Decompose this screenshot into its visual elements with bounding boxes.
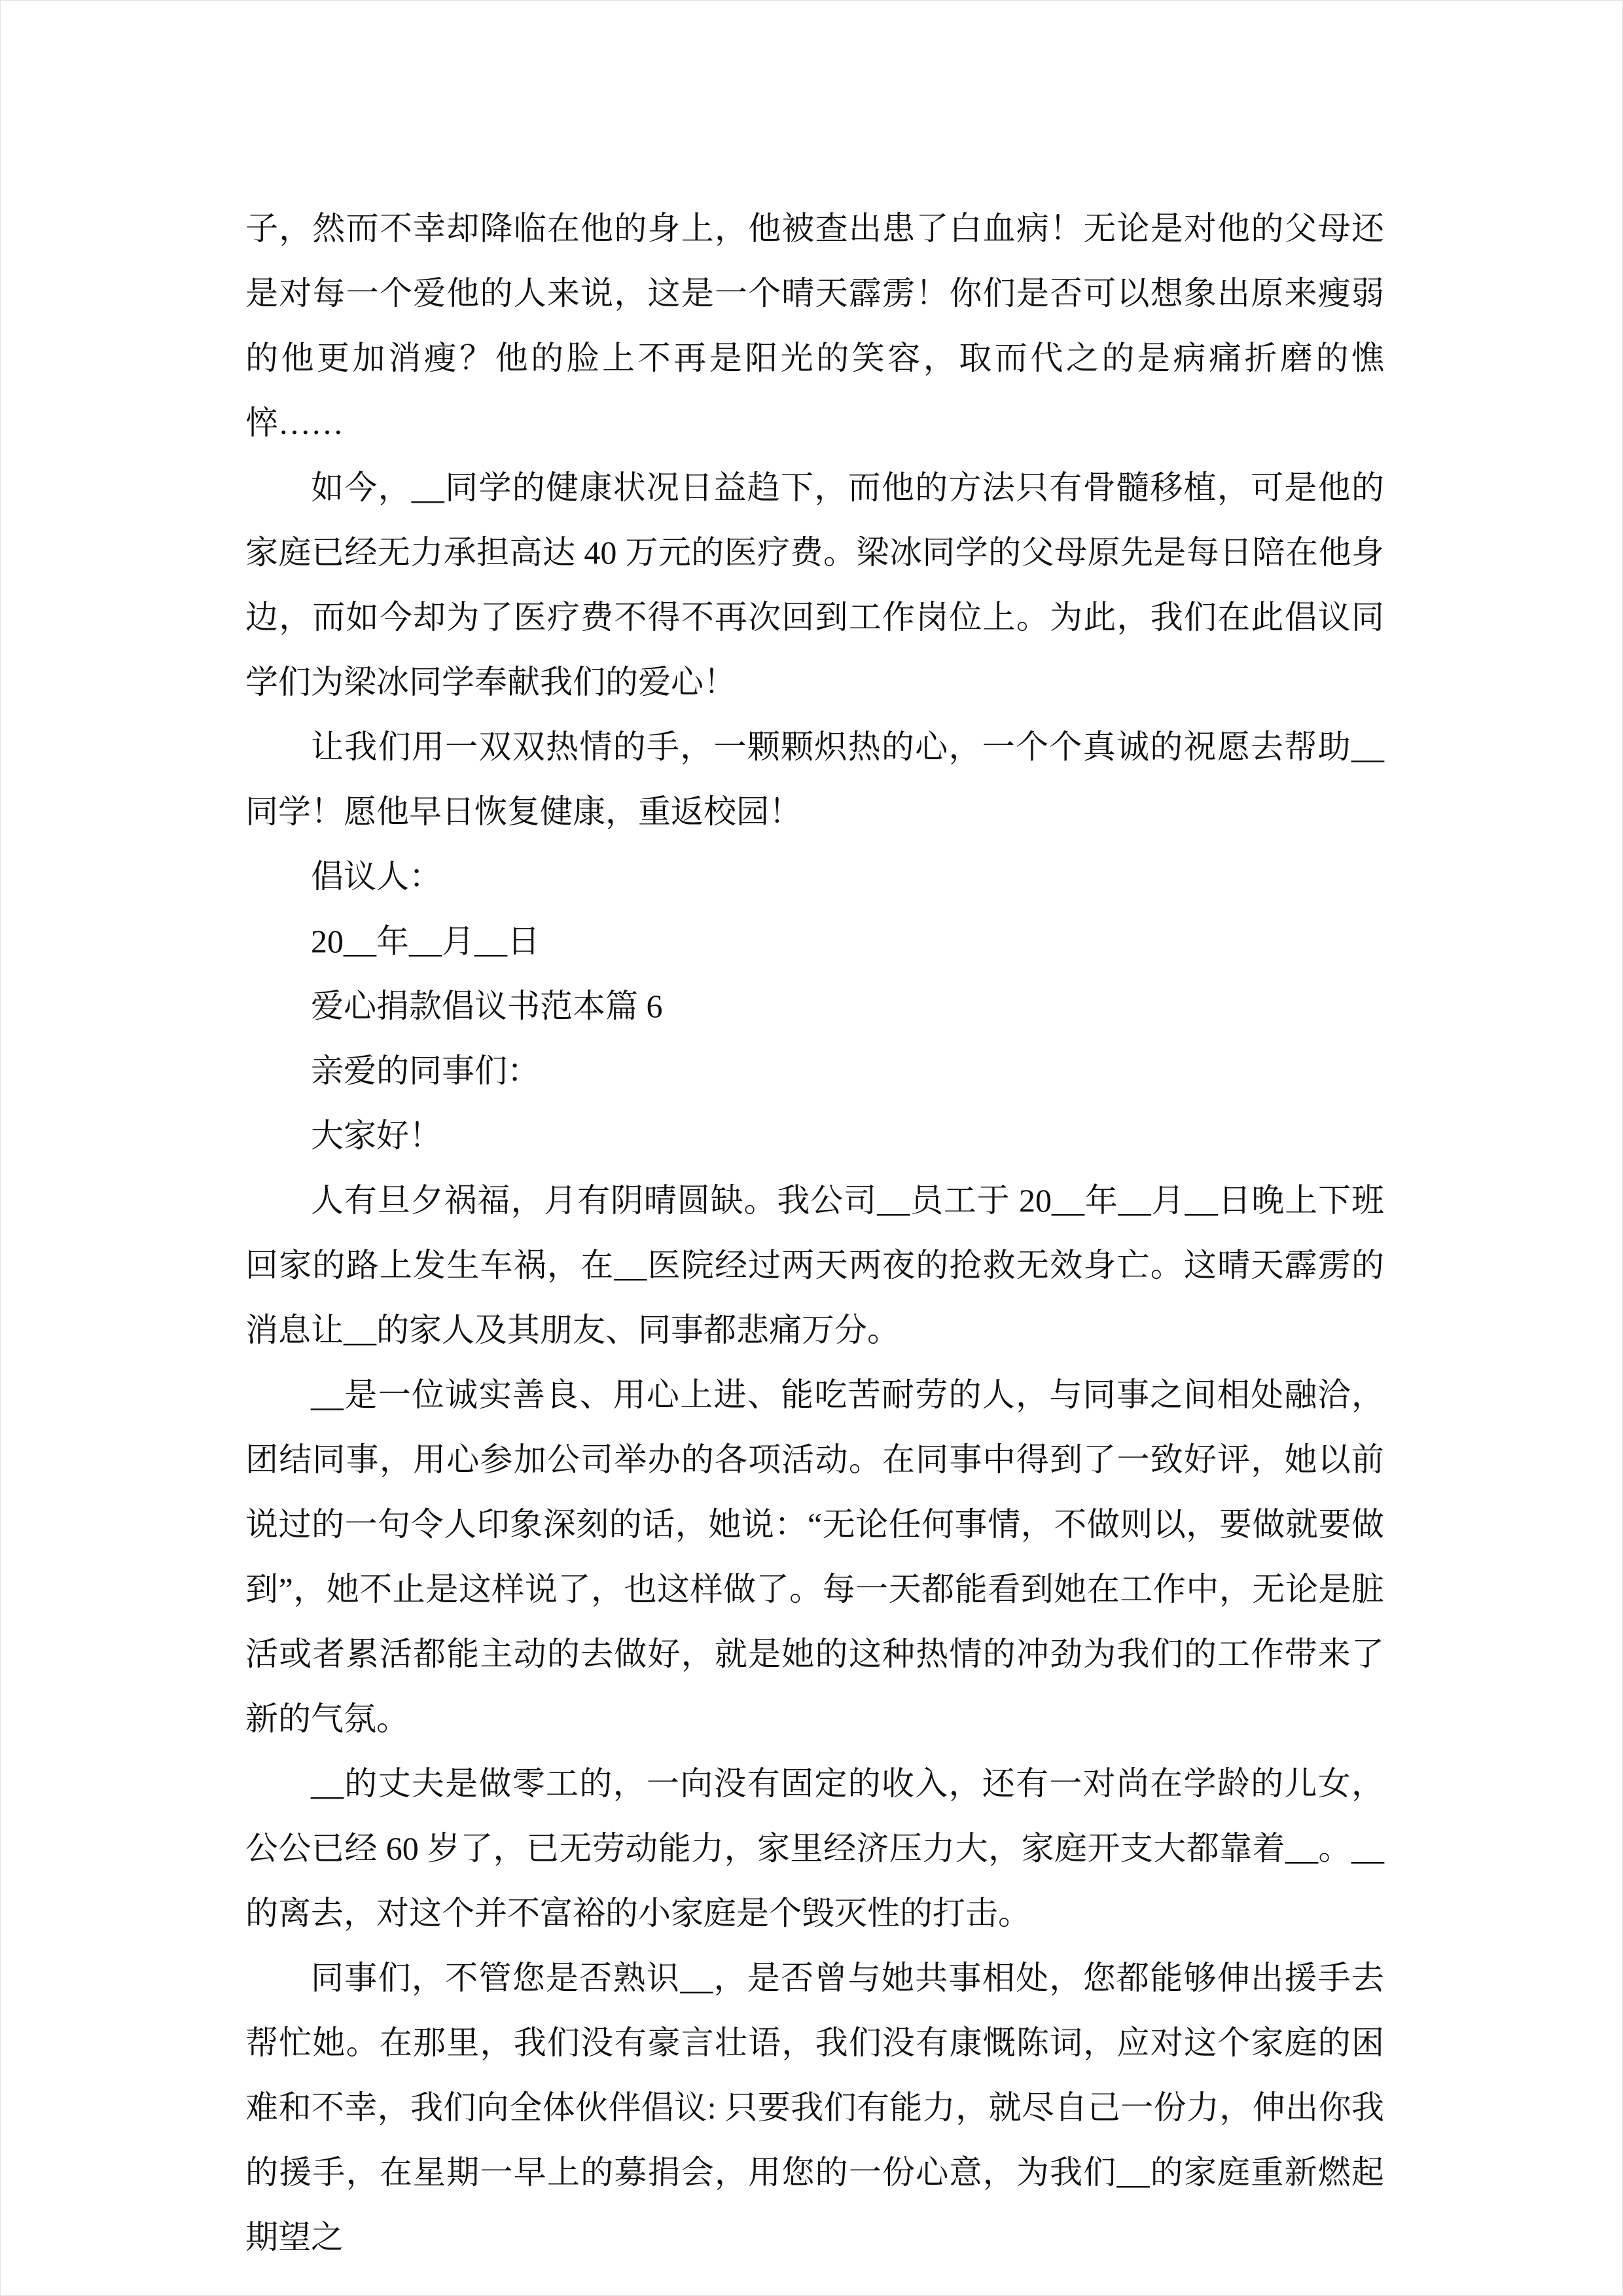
paragraph: 同事们，不管您是否熟识__，是否曾与她共事相处，您都能够伸出援手去帮忙她。在那里，我们没有豪言壮语，我们没有康慨陈词，应对这个家庭的困难和不幸，我们向全体伙伴倡议: 只要我们有能力，就尽自己一份力，伸出你我的援手，在星期一早上的募捐会，用您的一份心意，为我们__的家庭重新燃起期望之: [245, 1960, 1384, 2255]
paragraph-section-title: 爱心捐款倡议书范本篇 6: [311, 988, 663, 1024]
paragraph: 如今，__同学的健康状况日益趋下，而他的方法只有骨髓移植，可是他的家庭已经无力承担高达 40 万元的医疗费。梁冰同学的父母原先是每日陪在他身边，而如今却为了医疗费不得不再次回到工作岗位上。为此，我们在此倡议同学们为梁冰同学奉献我们的爱心！: [245, 469, 1384, 700]
paragraph: 子，然而不幸却降临在他的身上，他被查出患了白血病！无论是对他的父母还是对每一个爱他的人来说，这是一个晴天霹雳！你们是否可以想象出原来瘦弱的他更加消瘦？他的脸上不再是阳光的笑容，取而代之的是病痛折磨的憔悴……: [245, 210, 1384, 441]
paragraph: __是一位诚实善良、用心上进、能吃苦耐劳的人，与同事之间相处融洽，团结同事，用心参加公司举办的各项活动。在同事中得到了一致好评，她以前说过的一句令人印象深刻的话，她说：“无论任何事情，不做则以，要做就要做到”，她不止是这样说了，也这样做了。每一天都能看到她在工作中，无论是脏活或者累活都能主动的去做好，就是她的这种热情的冲劲为我们的工作带来了新的气氛。: [245, 1376, 1384, 1737]
paragraph: 人有旦夕祸福，月有阴晴圆缺。我公司__员工于 20__年__月__日晚上下班回家的路上发生车祸，在__医院经过两天两夜的抢救无效身亡。这晴天霹雳的消息让__的家人及其朋友、同事都悲痛万分。: [245, 1182, 1384, 1348]
paragraph-date: 20__年__月__日: [311, 923, 540, 960]
paragraph-signature: 倡议人：: [311, 858, 442, 895]
paragraph-greeting: 大家好！: [311, 1117, 442, 1154]
paragraph-salutation: 亲爱的同事们：: [311, 1052, 540, 1089]
paragraph: 让我们用一双双热情的手，一颗颗炽热的心，一个个真诚的祝愿去帮助__同学！愿他早日恢复健康，重返校园！: [245, 728, 1384, 830]
paragraph: __的丈夫是做零工的，一向没有固定的收入，还有一对尚在学龄的儿女，公公已经 60 岁了，已无劳动能力，家里经济压力大，家庭开支大都靠着__。__的离去，对这个并不富裕的小家庭是个毁灭性的打击。: [245, 1765, 1384, 1931]
